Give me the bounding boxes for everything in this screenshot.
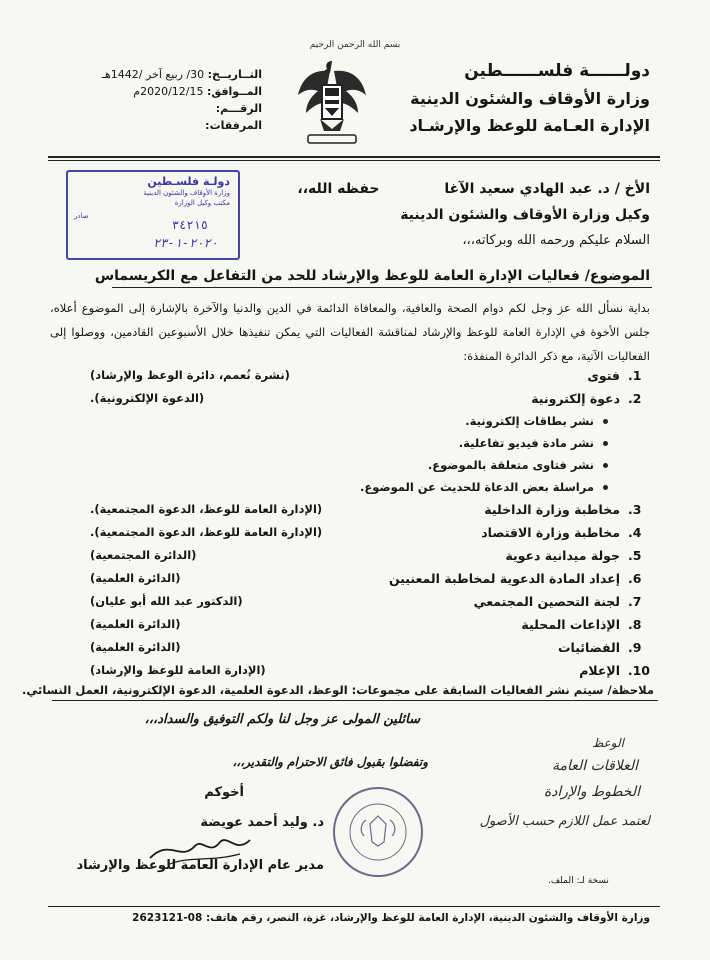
closing-prayer: سائلين المولى عز وجل لنا ولكم التوفيق والسداد،،، xyxy=(144,712,420,727)
subject-underline xyxy=(112,287,652,288)
meta-attachments: المرفقات: xyxy=(205,119,262,132)
note-underline xyxy=(52,700,658,701)
sub-list-item: نشر مادة فيديو تفاعلية. xyxy=(90,434,650,456)
ministry-round-stamp-icon xyxy=(330,784,426,880)
signature-label: أخوكم xyxy=(204,785,244,800)
letter-meta xyxy=(101,66,262,134)
meta-date-gregorian: المــوافق: 2020/12/15م xyxy=(133,85,262,98)
stamp-date: ٢٠٢٠-١-٢٣ xyxy=(152,236,218,250)
sub-list-item: نشر بطاقات إلكترونية. xyxy=(90,412,650,434)
bullet-icon xyxy=(603,419,608,424)
list-item: 6. إعداد المادة الدعوية لمخاطبة المعنيين (الدائرة العلمية) xyxy=(90,571,642,586)
note-line: ملاحظة/ سيتم نشر الفعاليات السابقة على مجموعات: الوعظ، الدعوة العلمية، الدعوة الإلكترونية، العمل النسائي. xyxy=(22,683,654,697)
basmala: بسم الله الرحمن الرحيم xyxy=(309,40,401,50)
meta-date-hijri: التــاريــخ: 30/ ربيع آخر /1442هـ xyxy=(101,68,262,81)
sub-list-item: نشر فتاوى متعلقة بالموضوع. xyxy=(90,456,650,478)
list-item: 8. الإذاعات المحلية (الدائرة العلمية) xyxy=(90,617,642,632)
recipient-title: وكيل وزارة الأوقاف والشئون الدينية xyxy=(400,207,650,223)
footer-contact: وزارة الأوقاف والشئون الدينية، الإدارة العامة للوعظ والإرشاد، غزة، النصر، رقم هاتف: 08-2623121 xyxy=(132,912,650,924)
closing-regards: وتفضلوا بقبول فائق الاحترام والتقدير،،، xyxy=(232,755,428,769)
recipient-block xyxy=(190,176,650,254)
list-item: 3. مخاطبة وزارة الداخلية (الإدارة العامة للوعظ، الدعوة المجتمعية). xyxy=(90,502,642,517)
sub-list-item: مراسلة بعض الدعاة للحديث عن الموضوع. xyxy=(90,478,650,500)
list-item: 7. لجنة التحصين المجتمعي (الدكتور عبد الله أبو عليان) xyxy=(90,594,642,609)
bullet-icon xyxy=(603,485,608,490)
org-line-ministry: وزارة الأوقاف والشئون الدينية xyxy=(410,89,650,108)
organization-header xyxy=(380,58,650,139)
signatory-name: د. وليد أحمد عويضة xyxy=(200,815,324,830)
handwritten-notes: الوعظ العلاقات العامة الخطوط والإرادة لعتمد عمل اللازم حسب الأصول xyxy=(479,736,650,829)
list-item: 9. الفضائيات (الدائرة العلمية) xyxy=(90,640,642,655)
header-divider xyxy=(48,156,660,158)
list-item: 5. جولة ميدانية دعوية (الدائرة المجتمعية) xyxy=(90,548,642,563)
meta-reference-number: الرقـــم: xyxy=(215,102,262,115)
recipient-name: الأخ / د. عبد الهادي سعيد الآغا xyxy=(444,181,650,197)
header-divider-thin xyxy=(48,160,660,161)
signatory-title: مدير عام الإدارة العامة للوعظ والإرشاد xyxy=(76,858,324,873)
list-item: 4. مخاطبة وزارة الاقتصاد (الإدارة العامة للوعظ، الدعوة المجتمعية). xyxy=(90,525,642,540)
subject-line: الموضوع/ فعاليات الإدارة العامة للوعظ والإرشاد للحد من التفاعل مع الكريسماس xyxy=(94,268,650,284)
stamp-number: ٣٤٢١٥ xyxy=(171,218,208,232)
greeting: السلام عليكم ورحمه الله وبركاته،،، xyxy=(462,233,650,248)
copy-to-note: نسخة لـ: الملف. xyxy=(548,876,609,886)
intro-paragraph: بداية نسأل الله عز وجل لكم دوام الصحة والعافية، والمعافاة الدائمة في الدين والدنيا والآخرة بالإشارة إلى الموضوع أعلاه، جلس الأخوة في الإدارة العامة للوعظ والإرشاد لمناقشة الفعاليات التي يمكن تنفيذها خلال الأسبوعين القادمين، ووصلوا إلى الفعاليات الآتية، مع ذكر الدائرة المنفذة: xyxy=(50,301,650,363)
bullet-icon xyxy=(603,441,608,446)
activities-list xyxy=(90,366,650,684)
org-line-state: دولــــــة فلســــــطين xyxy=(464,61,650,81)
list-item: 10. الإعلام (الإدارة العامة للوعظ والإرشاد) xyxy=(90,663,650,678)
list-item: 1. فتوى (نشرة نُعمم، دائرة الوعظ والإرشاد) xyxy=(90,368,642,383)
recipient-honorific: حفظه الله،، xyxy=(297,181,380,197)
footer-divider xyxy=(48,906,660,907)
incoming-stamp: دولـة فلسـطين وزارة الأوقاف والشئون الدينية مكتب وكيل الوزارة صادر ٣٤٢١٥ ٢٠٢٠-١-٢٣ xyxy=(66,170,240,260)
bullet-icon xyxy=(603,463,608,468)
eagle-emblem-icon xyxy=(294,55,370,147)
list-item: 2. دعوة إلكترونية (الدعوة الإلكترونية). xyxy=(90,391,642,406)
org-line-directorate: الإدارة العـامة للوعظ والإرشـاد xyxy=(409,116,650,135)
